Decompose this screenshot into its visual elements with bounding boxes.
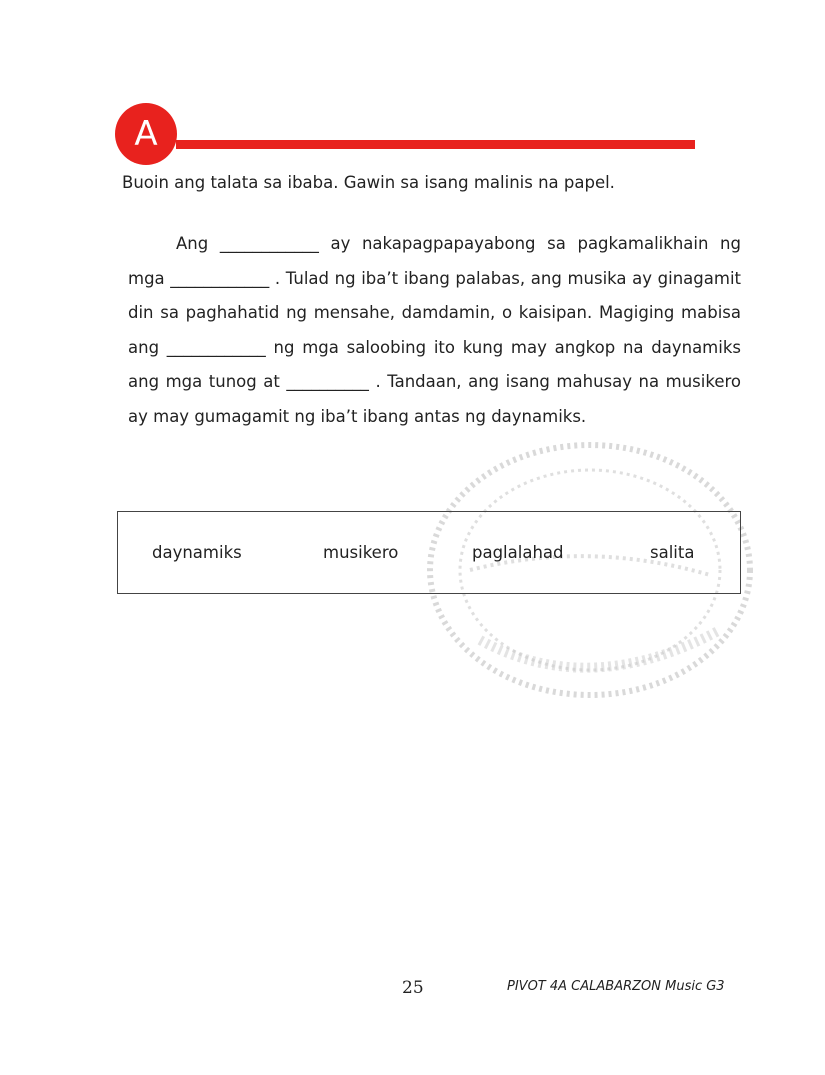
paragraph-text: . Tandaan, ang isang mahusay na musikero ay may gumagamit ng iba’t ibang antas ng daynamiks. xyxy=(128,372,741,426)
answer-blank: ____________ xyxy=(219,234,319,253)
word-bank-box xyxy=(117,511,741,594)
word-bank-item: paglalahad xyxy=(472,543,564,562)
answer-blank: ____________ xyxy=(170,268,270,288)
word-bank-item: daynamiks xyxy=(152,543,242,562)
paragraph-text: ng mga saloobing ito kung may angkop na daynamiks ang mga tunog at xyxy=(128,337,741,391)
footer-title: PIVOT 4A CALABARZON Music G3 xyxy=(507,979,725,994)
section-letter: A xyxy=(134,114,158,154)
fill-in-paragraph xyxy=(128,227,741,434)
paragraph-text: ay nakapagpapayabong sa pagkamalikhain ng mga xyxy=(128,234,741,288)
answer-blank: ____________ xyxy=(166,337,266,357)
section-badge xyxy=(115,103,177,165)
paragraph-text: . Tulad ng iba’t ibang palabas, ang musika ay ginagamit din sa paghahatid ng mensahe, damdamin, o kaisipan. Magiging mabisa ang xyxy=(128,268,742,357)
word-bank-item: salita xyxy=(650,543,695,562)
paragraph-text: Ang xyxy=(176,234,220,253)
page-number: 25 xyxy=(402,978,424,998)
word-bank-item: musikero xyxy=(323,543,399,562)
answer-blank: __________ xyxy=(286,372,369,391)
instruction-text: Buoin ang talata sa ibaba. Gawin sa isang malinis na papel. xyxy=(122,173,615,192)
section-header-rule xyxy=(176,140,695,149)
